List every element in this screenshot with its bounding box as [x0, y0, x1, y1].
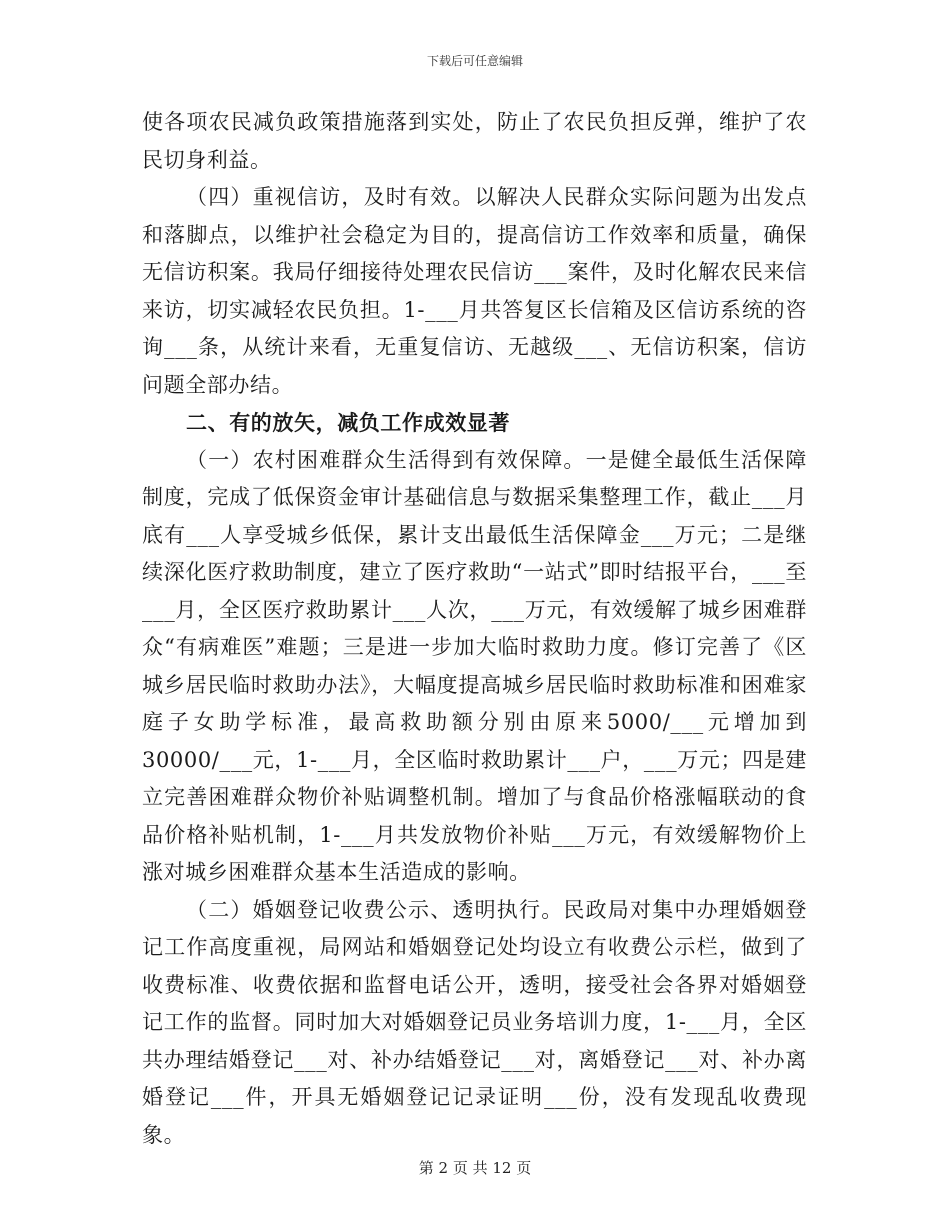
paragraph-continuation: 使各项农民减负政策措施落到实处，防止了农民负担反弹，维护了农民切身利益。: [142, 110, 807, 172]
page-number: 第 2 页 共 12 页: [418, 1159, 532, 1177]
paragraph-marriage-registration: （二）婚姻登记收费公示、透明执行。民政局对集中办理婚姻登记工作高度重视，局网站和婚姻登记处均设立有收费公示栏，做到了收费标准、收费依据和监督电话公开，透明，接受社会各界对婚姻登记工作的监督。同时加大对婚姻登记员业务培训力度，1-___月，全区共办理结婚登记___对、补办结婚登记___对，离婚登记___对、补办离婚登记___件，开具无婚姻登记记录证明___份，没有发现乱收费现象。: [142, 897, 807, 1147]
page-header: 下载后可任意编辑: [426, 54, 523, 68]
section-heading: 二、有的放矢，减负工作成效显著: [186, 410, 510, 435]
paragraph-petitions: （四）重视信访，及时有效。以解决人民群众实际问题为出发点和落脚点，以维护社会稳定为目的，提高信访工作效率和质量，确保无信访积案。我局仔细接待处理农民信访___案件，及时化解农民来信来访，切实减轻农民负担。1-___月共答复区长信箱及区信访系统的咨询___条，从统计来看，无重复信访、无越级___、无信访积案，信访问题全部办结。: [142, 185, 807, 397]
document-body: [142, 104, 807, 1154]
paragraph-rural-assistance: （一）农村困难群众生活得到有效保障。一是健全最低生活保障制度，完成了低保资金审计基础信息与数据采集整理工作，截止___月底有___人享受城乡低保，累计支出最低生活保障金___万元；二是继续深化医疗救助制度，建立了医疗救助“一站式”即时结报平台，___至___月，全区医疗救助累计___人次，___万元，有效缓解了城乡困难群众“有病难医”难题；三是进一步加大临时救助力度。修订完善了《区城乡居民临时救助办法》，大幅度提高城乡居民临时救助标准和困难家庭子女助学标准，最高救助额分别由原来5000/___元增加到30000/___元，1-___月，全区临时救助累计___户，___万元；四是建立完善困难群众物价补贴调整机制。增加了与食品价格涨幅联动的食品价格补贴机制，1-___月共发放物价补贴___万元，有效缓解物价上涨对城乡困难群众基本生活造成的影响。: [142, 447, 807, 884]
